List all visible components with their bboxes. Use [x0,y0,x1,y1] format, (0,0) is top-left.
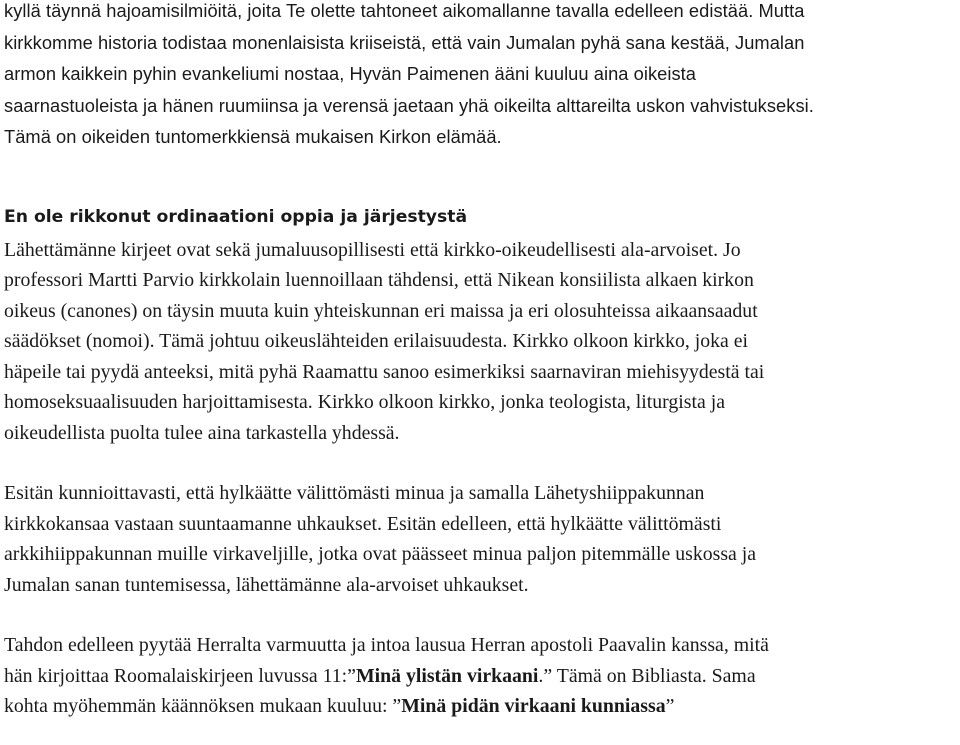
text-line [4,661,956,692]
text-line: Esitän kunnioittavasti, että hylkäätte välittömästi minua ja samalla Lähetyshiippakunnan [4,482,705,505]
text-line: saarnastuoleista ja hänen ruumiinsa ja verensä jaetaan yhä oikeilta alttareilta uskon vahvistukseksi. [4,94,814,116]
body-paragraph-1 [4,235,956,449]
text-line: Tahdon edelleen pyytää Herralta varmuutta ja intoa lausua Herran apostoli Paavalin kanssa, mitä [4,634,769,657]
text-line [4,691,956,722]
text-line: Tämä on oikeiden tuntomerkkiensä mukaisen Kirkon elämää. [4,126,502,148]
document-page [4,0,956,722]
text-segment: ” [665,695,675,718]
body-paragraph-3 [4,630,956,722]
text-line: Lähettämänne kirjeet ovat sekä jumaluusopillisesti että kirkko-oikeudellisesti ala-arvoiset. Jo [4,238,741,261]
text-line: kirkkomme historia todistaa monenlaisista kriiseistä, että vain Jumalan pyhä sana kestää, Jumalan [4,31,805,53]
text-segment: hän kirjoittaa Roomalaiskirjeen luvussa 11:” [4,664,356,687]
text-line: oikeus (canones) on täysin muuta kuin yhteiskunnan eri maissa ja eri olosuhteissa aikaansaadut [4,299,758,322]
text-line: arkkihiippakunnan muille virkaveljille, jotka ovat päässeet minua paljon pitemmälle uskossa ja [4,543,757,566]
text-line: häpeile tai pyydä anteeksi, mitä pyhä Raamattu sanoo esimerkiksi saarnaviran miehisyydestä tai [4,360,765,383]
text-line: armon kaikkein pyhin evankeliumi nostaa, Hyvän Paimenen ääni kuuluu aina oikeista [4,63,697,85]
text-segment: .” Tämä on Bibliasta. Sama [538,664,756,687]
text-line: Jumalan sanan tuntemisessa, lähettämänne ala-arvoiset uhkaukset. [4,573,529,596]
section-heading: En ole rikkonut ordinaationi oppia ja järjestystä [4,206,468,227]
intro-paragraph [4,0,956,153]
text-line: homoseksuaalisuuden harjoittamisesta. Kirkko olkoon kirkko, jonka teologista, liturgista ja [4,391,725,414]
text-line: oikeudellista puolta tulee aina tarkastella yhdessä. [4,421,400,444]
bold-quote: Minä pidän virkaani kunniassa [401,695,666,718]
text-line: kyllä täynnä hajoamisilmiöitä, joita Te olette tahtoneet aikomallanne tavalla edelleen edistää. Mutta [4,0,805,21]
text-line: kirkkokansaa vastaan suuntaamanne uhkaukset. Esitän edelleen, että hylkäätte välittömästi [4,512,722,535]
text-line: professori Martti Parvio kirkkolain luennoillaan tähdensi, että Nikean konsiilista alkaen kirkon [4,269,754,292]
body-paragraph-2 [4,478,956,600]
text-segment: kohta myöhemmän käännöksen mukaan kuuluu: ” [4,695,402,718]
bold-quote: Minä ylistän virkaani [355,664,539,687]
text-line: säädökset (nomoi). Tämä johtuu oikeuslähteiden erilaisuudesta. Kirkko olkoon kirkko, joka ei [4,330,749,353]
